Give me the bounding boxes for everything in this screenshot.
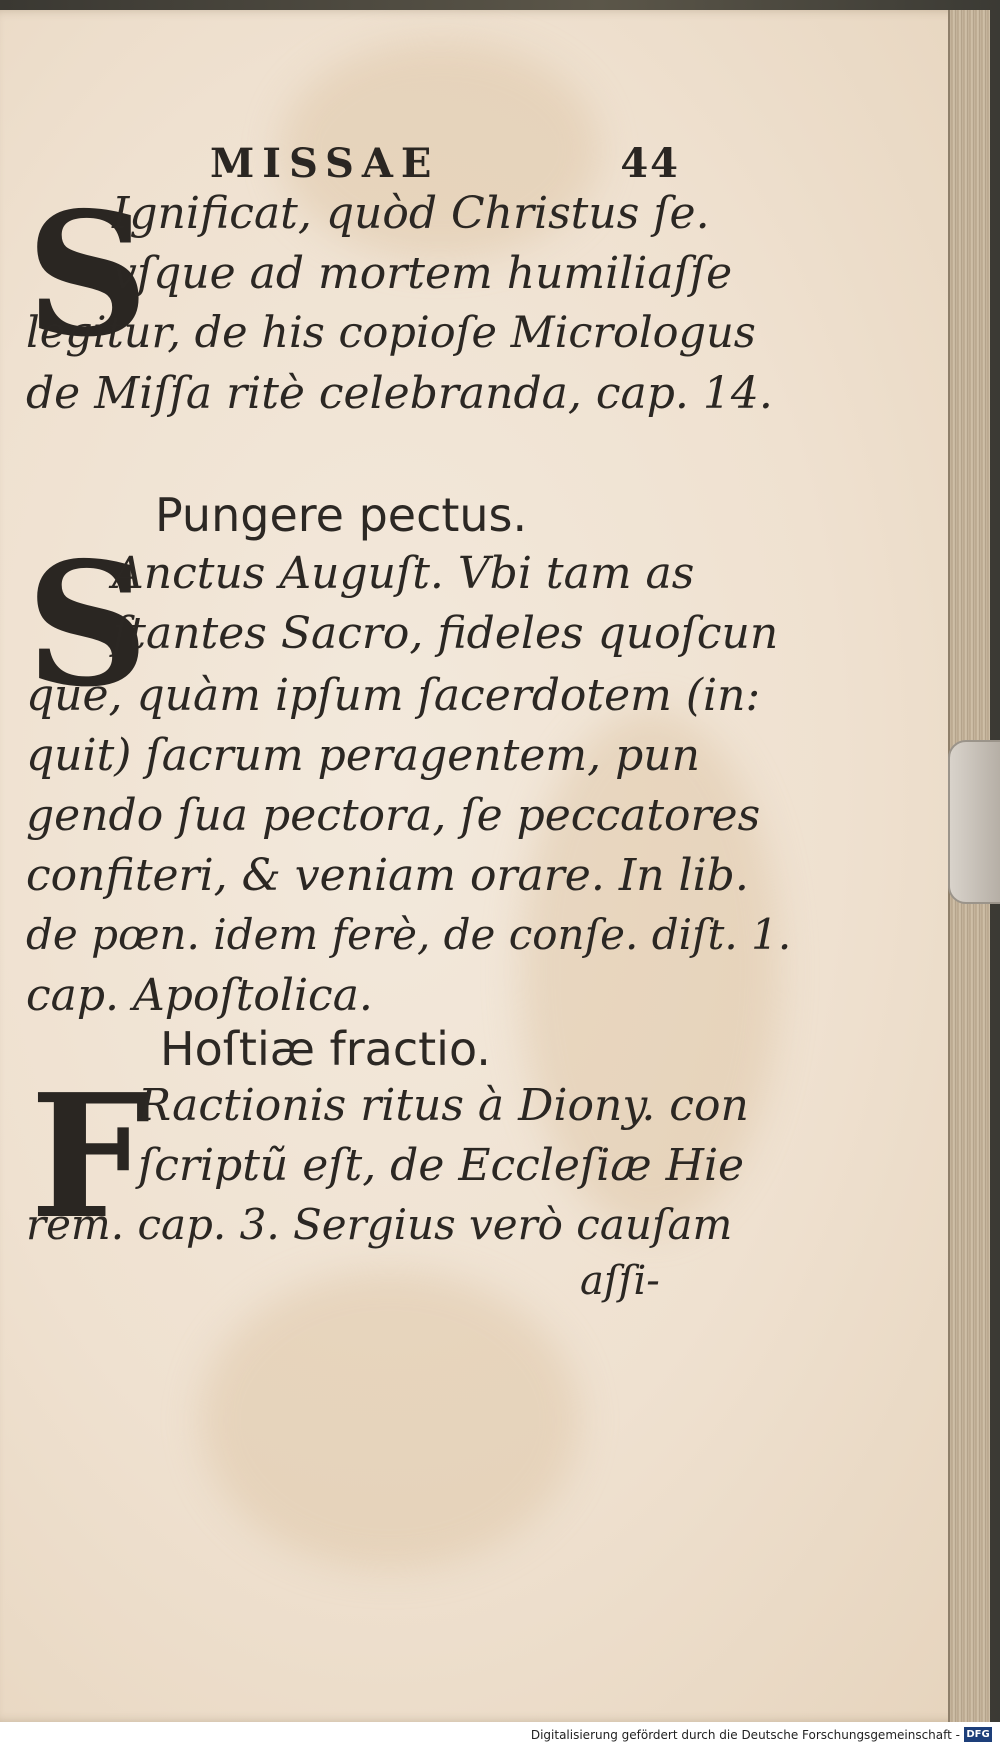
- section-heading: Pungere pectus.: [155, 488, 528, 542]
- text-line: gendo ſua pectora, ſe peccatores: [26, 790, 761, 841]
- water-stain: [200, 1270, 580, 1570]
- text-line: de Miſſa ritè celebranda, cap. 14.: [26, 368, 773, 419]
- text-line: rem. cap. 3. Sergius verò cauſam: [26, 1200, 733, 1249]
- page-number: 44: [620, 140, 680, 187]
- text-line: ſcriptũ eſt, de Eccleſiæ Hie: [138, 1140, 745, 1191]
- digitization-credit: Digitalisierung gefördert durch die Deutsche Forschungsgemeinschaft -: [530, 1728, 960, 1742]
- running-header: [210, 140, 680, 187]
- text-line: Anctus Auguſt. Vbi tam as: [112, 548, 695, 599]
- text-line: legitur, de his copioſe Micrologus: [26, 308, 756, 358]
- drop-cap: S: [26, 175, 149, 375]
- dfg-logo: DFG: [964, 1727, 992, 1742]
- text-line: que, quàm ipſum ſacerdotem (in:: [26, 670, 761, 721]
- drop-cap: S: [26, 525, 149, 725]
- text-line: vſque ad mortem humiliaſſe: [112, 248, 733, 299]
- text-line: confiteri, & veniam orare. In lib.: [26, 850, 749, 901]
- text-line: quit) ſacrum peragentem, pun: [26, 730, 700, 781]
- text-line: Ignificat, quòd Christus ſe.: [112, 188, 710, 239]
- text-line: Ractionis ritus à Diony. con: [138, 1080, 749, 1131]
- catchword: aſſi-: [580, 1258, 660, 1304]
- running-title: MISSAE: [210, 140, 440, 187]
- text-line: ſtantes Sacro, fideles quoſcun: [112, 608, 779, 659]
- section-heading: Hoſtiæ fractio.: [160, 1022, 491, 1076]
- page-clip: [948, 740, 1000, 904]
- drop-cap: F: [30, 1057, 151, 1257]
- text-line: de pœn. idem ferè, de conſe. diſt. 1.: [26, 910, 792, 959]
- text-line: cap. Apoſtolica.: [26, 970, 373, 1021]
